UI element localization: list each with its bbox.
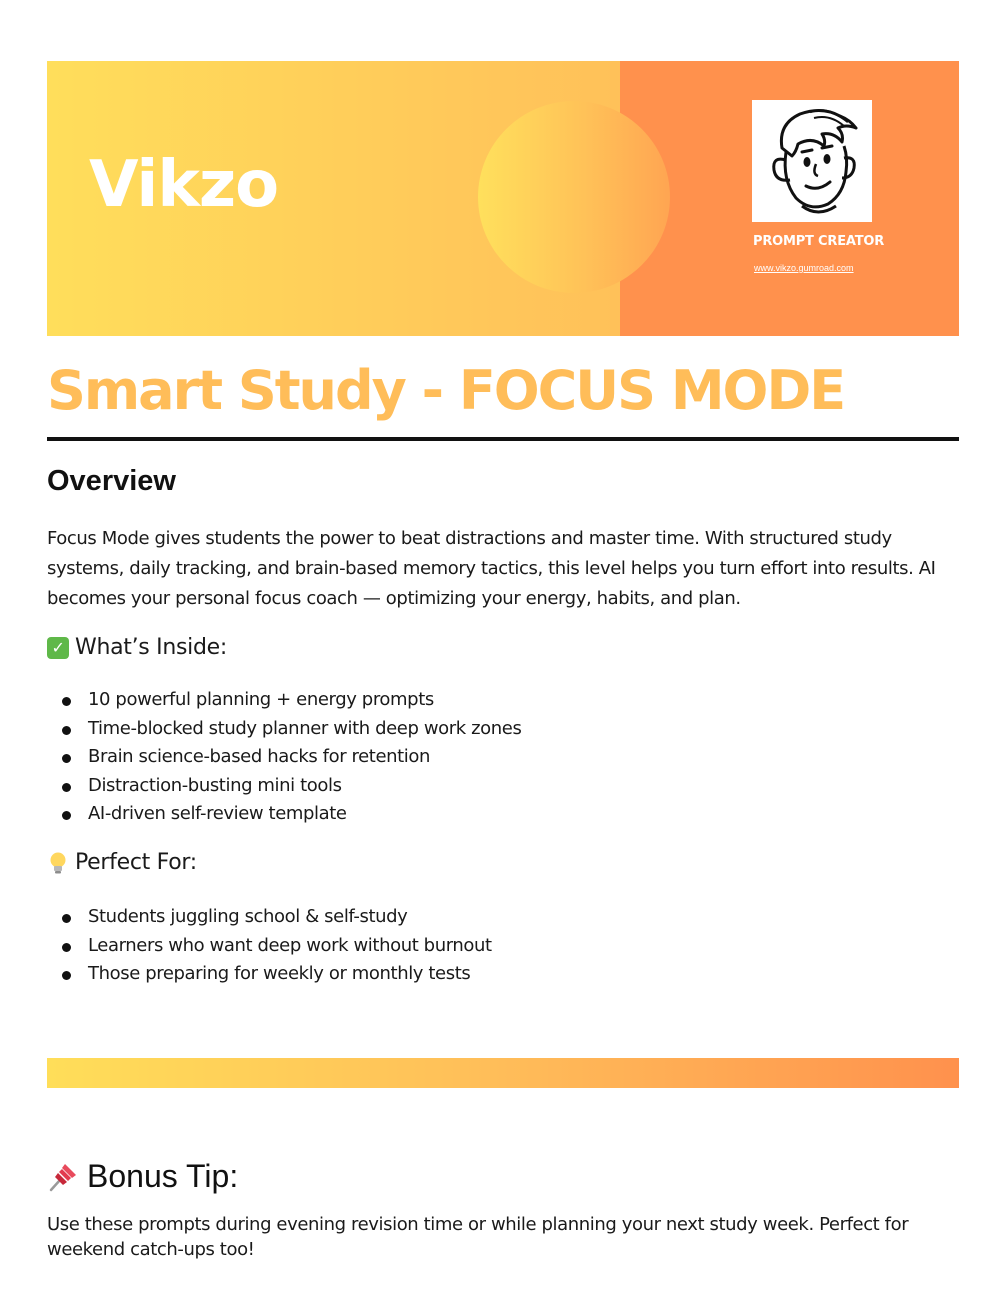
whats-inside-heading <box>47 635 227 660</box>
bonus-paragraph: Use these prompts during evening revision time or while planning your next study week. Perfect for weekend catch-ups too! <box>47 1214 909 1260</box>
list-item: Time-blocked study planner with deep work zones <box>60 715 521 744</box>
avatar <box>752 100 872 222</box>
header-banner <box>47 61 959 336</box>
light-bulb-icon <box>47 851 69 875</box>
page-title: Smart Study - FOCUS MODE <box>47 359 845 422</box>
banner-circle-decoration <box>478 101 670 293</box>
check-mark-icon: ✓ <box>47 637 69 659</box>
website-link[interactable]: www.vikzo.gumroad.com <box>754 263 854 273</box>
list-item: Brain science-based hacks for retention <box>60 743 521 772</box>
list-item: Distraction-busting mini tools <box>60 772 521 801</box>
whats-inside-heading-text: What’s Inside: <box>75 635 227 660</box>
perfect-for-heading <box>47 850 197 875</box>
overview-heading: Overview <box>47 465 176 497</box>
gradient-divider <box>47 1058 959 1088</box>
overview-paragraph: Focus Mode gives students the power to beat distractions and master time. With structured study systems, daily tracking, and brain-based memory tactics, this level helps you turn effort into results. AI becomes your personal focus coach — optimizing your energy, habits, and plan. <box>47 528 936 609</box>
list-item: Those preparing for weekly or monthly tests <box>60 960 492 989</box>
cartoon-face-icon <box>752 100 872 222</box>
list-item: Students juggling school & self-study <box>60 903 492 932</box>
whats-inside-list <box>60 686 521 829</box>
title-divider <box>47 437 959 441</box>
pushpin-icon <box>47 1161 79 1193</box>
bonus-heading <box>47 1158 238 1195</box>
brand-name: Vikzo <box>89 148 279 222</box>
role-label: PROMPT CREATOR <box>753 234 885 249</box>
list-item: AI-driven self-review template <box>60 800 521 829</box>
perfect-for-heading-text: Perfect For: <box>75 850 197 875</box>
bonus-heading-text: Bonus Tip: <box>87 1158 239 1194</box>
perfect-for-list <box>60 903 492 989</box>
list-item: Learners who want deep work without burnout <box>60 932 492 961</box>
list-item: 10 powerful planning + energy prompts <box>60 686 521 715</box>
